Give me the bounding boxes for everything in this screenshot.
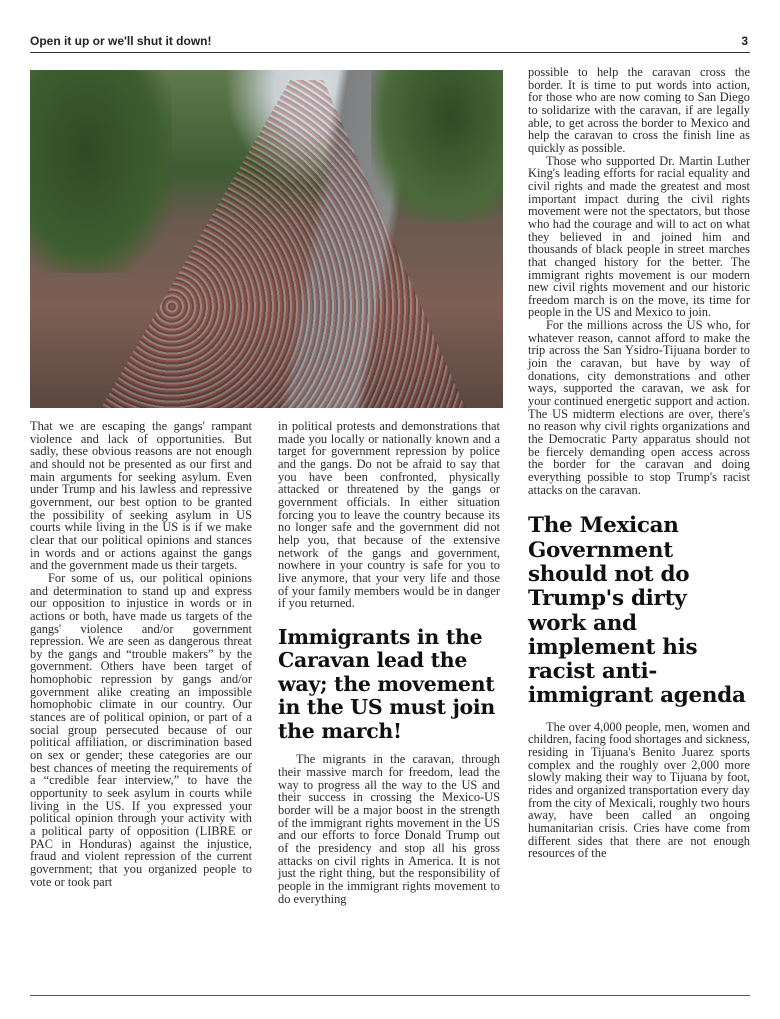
paragraph: Those who supported Dr. Martin Luther King's leading efforts for racial equality and civil rights and made the greatest and most important impact during the civil rights movement were not the spectators, but those who had the courage and will to act on what they believed in and joined him and thousands of black people in street marches that changed history for the better. The immigrant rights movement is our modern new civil rights movement and our historic freedom march is on the move, its time for people in the US and Mexico to join. bbox=[528, 153, 750, 320]
newspaper-title: Open it up or we'll shut it down! bbox=[30, 34, 212, 48]
trees-right bbox=[371, 70, 503, 222]
column-1 bbox=[30, 420, 252, 888]
footer-rule bbox=[30, 995, 750, 996]
paragraph: possible to help the caravan cross the border. It is time to put words into action, for those who are now coming to San Diego to solidarize with the caravan, if are legally able, to get across the border to Mexico and help the caravan to cross the finish line as quickly as possible. bbox=[528, 65, 750, 155]
page-number: 3 bbox=[741, 34, 748, 48]
page-header bbox=[30, 30, 750, 53]
column-2 bbox=[278, 420, 500, 905]
paragraph: For the millions across the US who, for whatever reason, cannot afford to make the trip across the San Ysidro-Tijuana border to join the caravan, but have by way of donations, city demonstrations and other ways, supported the caravan, we ask for your continued energetic support and action. The US midterm elections are over, there's no reason why civil rights organizations and the Democratic Party apparatus should not be fiercely demanding open access across the border for the caravan and doing everything possible to stop Trump's racist attacks on the caravan. bbox=[528, 318, 750, 497]
trees-left bbox=[30, 70, 172, 273]
paragraph: in political protests and demonstrations that made you locally or nationally known and a target for government repression by police and the gangs. Do not be afraid to say that you have been confronted, physically attacked or threatened by the gangs or government officials. In either situation forcing you to leave the country because its no longer safe and the government did not help you, that because of the extensive network of the gangs and government, nowhere in your country is safe for you to live anymore, that your very life and those of your family members would be in danger if you returned. bbox=[278, 419, 500, 611]
paragraph: The migrants in the caravan, through their massive march for freedom, lead the way to progress all the way to the US and their success in crossing the Mexico-US border will be a major boost in the strength of the immigrant rights movement in the US and our efforts to force Donald Trump out of the presidency and stop all his gross attacks on civil rights in America. It is not just the right thing, but the responsibility of people in the immigrant rights movement to do everything bbox=[278, 752, 500, 906]
paragraph: For some of us, our political opinions and determination to stand up and express our opposition to injustice in words or in actions or both, have made us targets of the gangs' violence and/or government repression. We are seen as dangerous threat by the gangs and “trouble makers” by the government. Others have been target of homophobic repression by gangs and/or government alike creating an impossible homophobic climate in our country. Our stances are of political opinion, or part of a social group persecuted because of our political affiliation, or discrimination based on sex or gender; these categories are our best chances of meeting the requirements of a “credible fear interview,” to have the opportunity to seek asylum in courts while living in the US. If you expressed your political opinion through your activity with a political party of opposition (LIBRE or PAC in Honduras) against the injustice, fraud and violent repression of the current government; that you organized people to vote or took part bbox=[30, 570, 252, 889]
paragraph: The over 4,000 people, men, women and children, facing food shortages and sickness, residing in Tijuana's Benito Juarez sports complex and the roughly over 2,000 more slowly making their way to Tijuana by foot, rides and organized transportation every day from the city of Mexicali, roughly two hours away, have been called an ongoing humanitarian crisis. Cries have come from different sides that there are not enough resources of the bbox=[528, 719, 750, 861]
headline-mexican-government: The Mexican Government should not do Trump's dirty work and implement his racist anti-immigrant agenda bbox=[528, 513, 746, 709]
paragraph: That we are escaping the gangs' rampant violence and lack of opportunities. But sadly, these obvious reasons are not enough and should not be presented as our first and main arguments for seeking asylum. Even under Trump and his lawless and repressive government, our best option to be granted the possibility of seeking asylum in US courts while living in the US is if we make clear that our political opinions and stances in words and or actions against the gangs and the government made us their targets. bbox=[30, 419, 252, 573]
caravan-photo bbox=[30, 70, 503, 408]
headline-immigrants-lead: Immigrants in the Caravan lead the way; the movement in the US must join the march! bbox=[278, 624, 496, 743]
column-3 bbox=[528, 66, 750, 860]
